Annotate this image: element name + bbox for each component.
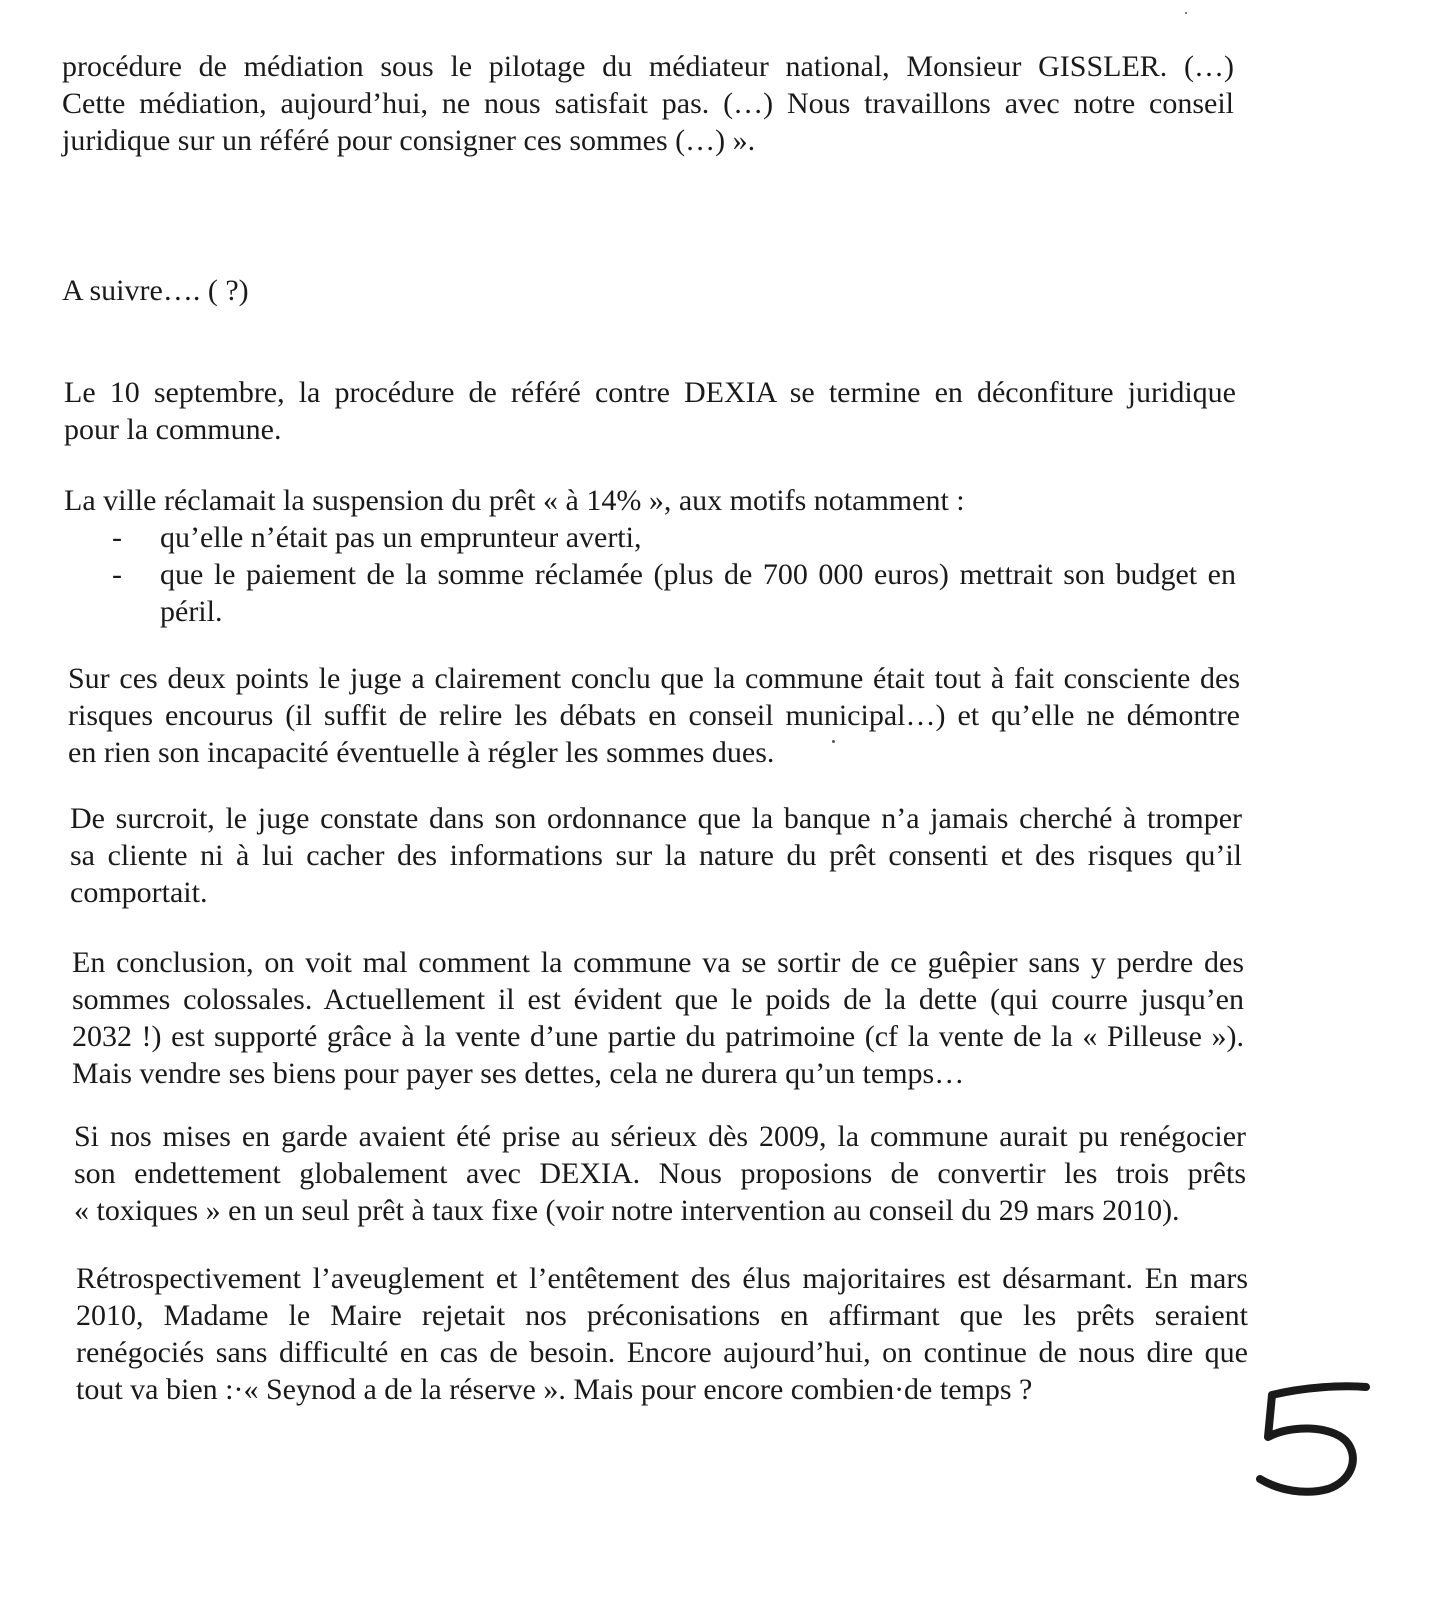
text-line: que le paiement de la somme réclamée (plus de 700 000 euros) mettrait son budget en: [160, 558, 1236, 591]
scan-speck: [832, 740, 835, 743]
list-item: [64, 519, 1236, 556]
list-item: [64, 556, 1236, 630]
text-line: Si nos mises en garde avaient été prise au sérieux dès 2009, la commune aurait pu renégocier: [74, 1120, 1246, 1153]
text-line: A suivre…. ( ?): [62, 274, 249, 307]
text-line: risques encourus (il suffit de relire les débats en conseil municipal…) et qu’elle ne démontre: [68, 699, 1240, 732]
conclusion-paragraph: [72, 944, 1244, 1092]
ville-paragraph: [64, 482, 1236, 630]
text-line: Cette médiation, aujourd’hui, ne nous satisfait pas. (…) Nous travaillons avec notre conseil: [62, 87, 1234, 120]
juge-paragraph: [68, 660, 1240, 771]
text-line: comportait.: [70, 876, 208, 909]
text-line: Sur ces deux points le juge a clairement conclu que la commune était tout à fait consciente des: [68, 662, 1240, 695]
a-suivre-line: [62, 272, 1234, 309]
text-line: son endettement globalement avec DEXIA. Nous proposions de convertir les trois prêts: [74, 1157, 1246, 1190]
bullet-dash: -: [112, 521, 122, 554]
text-line: 2010, Madame le Maire rejetait nos préconisations en affirmant que les prêts seraient: [76, 1299, 1248, 1332]
intro-paragraph: [62, 48, 1234, 159]
text-line: 2032 !) est supporté grâce à la vente d’une partie du patrimoine (cf la vente de la « Pilleuse »).: [72, 1020, 1244, 1053]
text-line: sa cliente ni à lui cacher des informations sur la nature du prêt consenti et des risques qu’il: [70, 839, 1242, 872]
text-line: La ville réclamait la suspension du prêt « à 14% », aux motifs notamment :: [64, 484, 965, 517]
text-line: sommes colossales. Actuellement il est évident que le poids de la dette (qui courre jusqu’en: [72, 983, 1244, 1016]
text-line: qu’elle n’était pas un emprunteur averti,: [160, 521, 642, 554]
septembre-paragraph: [64, 374, 1236, 448]
bullet-dash: -: [112, 558, 122, 591]
text-line: juridique sur un référé pour consigner ces sommes (…) ».: [62, 124, 756, 157]
text-line: en rien son incapacité éventuelle à régler les sommes dues.: [68, 736, 775, 769]
text-line: renégociés sans difficulté en cas de besoin. Encore aujourd’hui, on continue de nous dire que: [76, 1336, 1248, 1369]
handwritten-page-number: [1250, 1375, 1380, 1505]
motifs-list: [64, 519, 1236, 630]
retrospectivement-paragraph: [76, 1260, 1248, 1408]
text-line: procédure de médiation sous le pilotage du médiateur national, Monsieur GISSLER. (…): [62, 50, 1234, 83]
text-line: tout va bien :·« Seynod a de la réserve ». Mais pour encore combien·de temps ?: [76, 1373, 1033, 1406]
text-line: De surcroit, le juge constate dans son ordonnance que la banque n’a jamais cherché à tromper: [70, 802, 1242, 835]
text-line: pour la commune.: [64, 413, 282, 446]
text-line: péril.: [160, 595, 223, 628]
text-line: Rétrospectivement l’aveuglement et l’entêtement des élus majoritaires est désarmant. En mars: [76, 1262, 1248, 1295]
mises-en-garde-paragraph: [74, 1118, 1246, 1229]
surcroit-paragraph: [70, 800, 1242, 911]
text-line: Le 10 septembre, la procédure de référé contre DEXIA se termine en déconfiture juridique: [64, 376, 1236, 409]
text-line: Mais vendre ses biens pour payer ses dettes, cela ne durera qu’un temps…: [72, 1057, 965, 1090]
scan-speck: [1185, 12, 1187, 14]
text-line: En conclusion, on voit mal comment la commune va se sortir de ce guêpier sans y perdre des: [72, 946, 1244, 979]
text-line: « toxiques » en un seul prêt à taux fixe (voir notre intervention au conseil du 29 mars 2010).: [74, 1194, 1180, 1227]
